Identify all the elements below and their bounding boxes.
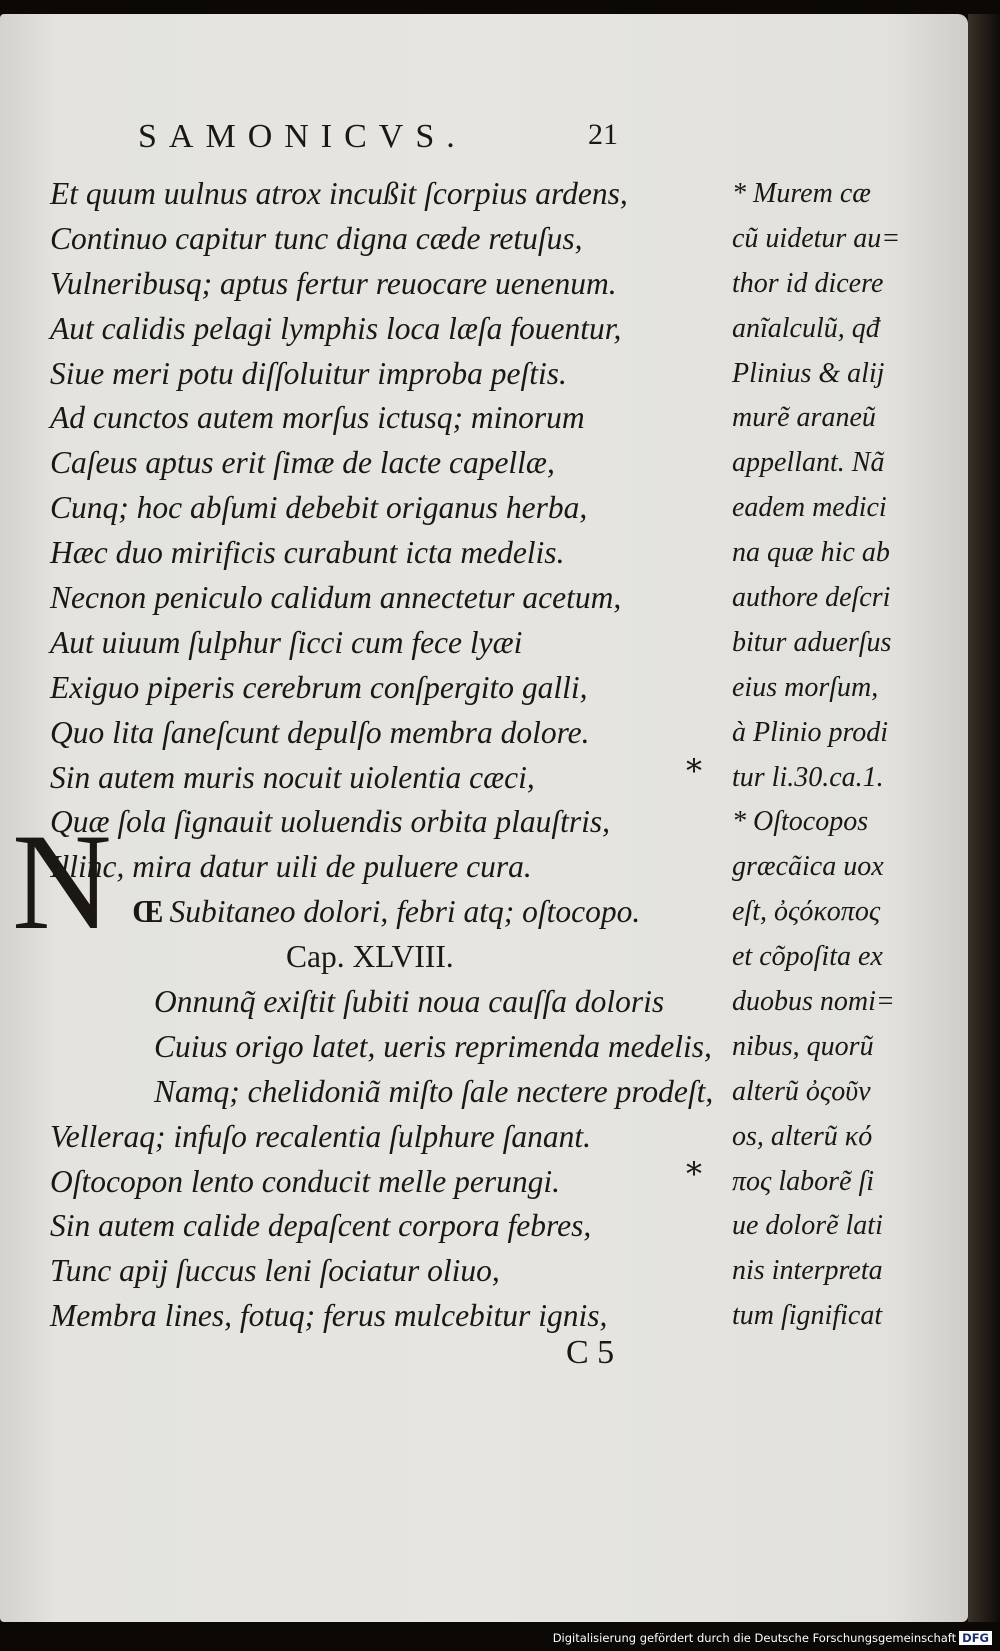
drop-capital: N <box>12 805 112 958</box>
text-line: Continuo capitur tunc digna cæde retuſus, <box>50 220 583 256</box>
margin-note-line: tum ſignificat <box>732 1300 883 1332</box>
text-line: Siue meri potu diſſoluitur improba peſtis. <box>50 355 567 391</box>
text-line: Aut calidis pelagi lymphis loca læſa fouentur, <box>50 310 622 346</box>
section-heading-text: Subitaneo dolori, febri atq; oſtocopo. <box>169 894 641 930</box>
section-heading <box>50 890 720 935</box>
text-line: Oſtocopon lento conducit melle perungi. <box>50 1163 561 1199</box>
signature-mark: C 5 <box>566 1334 615 1371</box>
margin-note-line: alterũ ὀςοῦν <box>732 1075 871 1107</box>
text-line: Quæ ſola ſignauit uoluendis orbita plauſtris, <box>50 804 611 840</box>
margin-note-line: anĩalculũ, qđ <box>732 312 880 344</box>
margin-note-line: murẽ araneũ <box>732 402 876 434</box>
marginal-notes-column <box>732 172 932 1339</box>
text-line: Quo lita ſaneſcunt depulſo membra dolore. <box>50 714 590 750</box>
asterisk-marker-icon: * <box>686 1155 702 1193</box>
book-spine <box>968 14 1000 1622</box>
margin-note-line: tur li.30.ca.1. <box>732 761 884 793</box>
margin-note-line: ue dolorẽ lati <box>732 1210 883 1242</box>
text-line: Namq; chelidoniã miſto ſale nectere prodeſt, <box>154 1073 714 1109</box>
margin-note-line: eius morſum, <box>732 671 879 703</box>
text-line: Velleraq; infuſo recalentia ſulphure ſanant. <box>50 1118 591 1154</box>
margin-note-line: duobus nomi= <box>732 986 895 1018</box>
margin-note-line: * Murem cæ <box>732 178 871 209</box>
text-line: Caſeus aptus erit ſimæ de lacte capellæ, <box>50 445 555 481</box>
margin-note-line: na quæ hic ab <box>732 537 890 569</box>
pilcrow-icon: Œ <box>132 894 164 930</box>
dfg-logo: DFG <box>959 1631 992 1645</box>
text-line: Membra lines, fotuq; ferus mulcebitur ignis, <box>50 1298 608 1334</box>
margin-note-line: nis interpreta <box>732 1255 883 1287</box>
text-line: Tunc apij ſuccus leni ſociatur oliuo, <box>50 1253 500 1289</box>
digitization-credit <box>553 1631 992 1645</box>
margin-note-line: bitur aduerſus <box>732 626 892 658</box>
asterisk-marker-icon: * <box>686 752 702 790</box>
text-line: Sin autem calide depaſcent corpora febres, <box>50 1208 592 1244</box>
margin-note-line: à Plinio prodi <box>732 716 889 748</box>
margin-note-line: eadem medici <box>732 492 887 524</box>
text-line: Illinc, mira datur uili de puluere cura. <box>50 849 532 885</box>
text-line: Onnunq̃ exiſtit ſubiti noua cauſſa doloris <box>154 984 665 1020</box>
margin-note-line: * Oſtocopos <box>732 806 869 838</box>
credit-text: Digitalisierung gefördert durch die Deutsche Forschungsgemeinschaft <box>552 1631 957 1645</box>
text-line: Sin autem muris nocuit uiolentia cæci, <box>50 759 535 795</box>
text-line: Necnon peniculo calidum annectetur acetum, <box>50 580 622 616</box>
margin-note-line: eſt, ὀςόκοπος <box>732 896 881 928</box>
text-line: Cuius origo latet, ueris reprimenda medelis, <box>154 1028 712 1064</box>
text-line: Vulneribusq; aptus fertur reuocare uenenum. <box>50 265 617 301</box>
margin-note-line: os, alterũ κό <box>732 1120 873 1152</box>
running-head-title: SAMONICVS. <box>138 118 467 155</box>
text-line: Cunq; hoc abſumi debebit origanus herba, <box>50 490 588 526</box>
margin-note-line: græcãica uox <box>732 851 884 883</box>
margin-note-line: Plinius & alij <box>732 357 885 389</box>
margin-note-line: πος laborẽ ſi <box>732 1165 875 1197</box>
margin-note-line: et cõpoſita ex <box>732 941 883 973</box>
margin-note-line: nibus, quorũ <box>732 1030 874 1062</box>
text-line: Et quum uulnus atrox incußit ſcorpius ardens, <box>50 176 628 211</box>
text-line: Aut uiuum ſulphur ſicci cum fece lyæi <box>50 624 523 660</box>
main-text-column <box>50 172 720 1339</box>
margin-note-line: thor id dicere <box>732 267 884 299</box>
chapter-heading: Cap. XLVIII. <box>286 939 454 975</box>
margin-note-line: cũ uidetur au= <box>732 222 901 254</box>
text-line: Exiguo piperis cerebrum conſpergito galli, <box>50 669 588 705</box>
text-line: Ad cunctos autem morſus ictusq; minorum <box>50 400 585 436</box>
margin-note-line: authore deſcri <box>732 582 891 614</box>
margin-note-line: appellant. Nã <box>732 447 885 479</box>
page-number: 21 <box>588 118 618 151</box>
text-line: Hæc duo mirificis curabunt icta medelis. <box>50 535 565 571</box>
